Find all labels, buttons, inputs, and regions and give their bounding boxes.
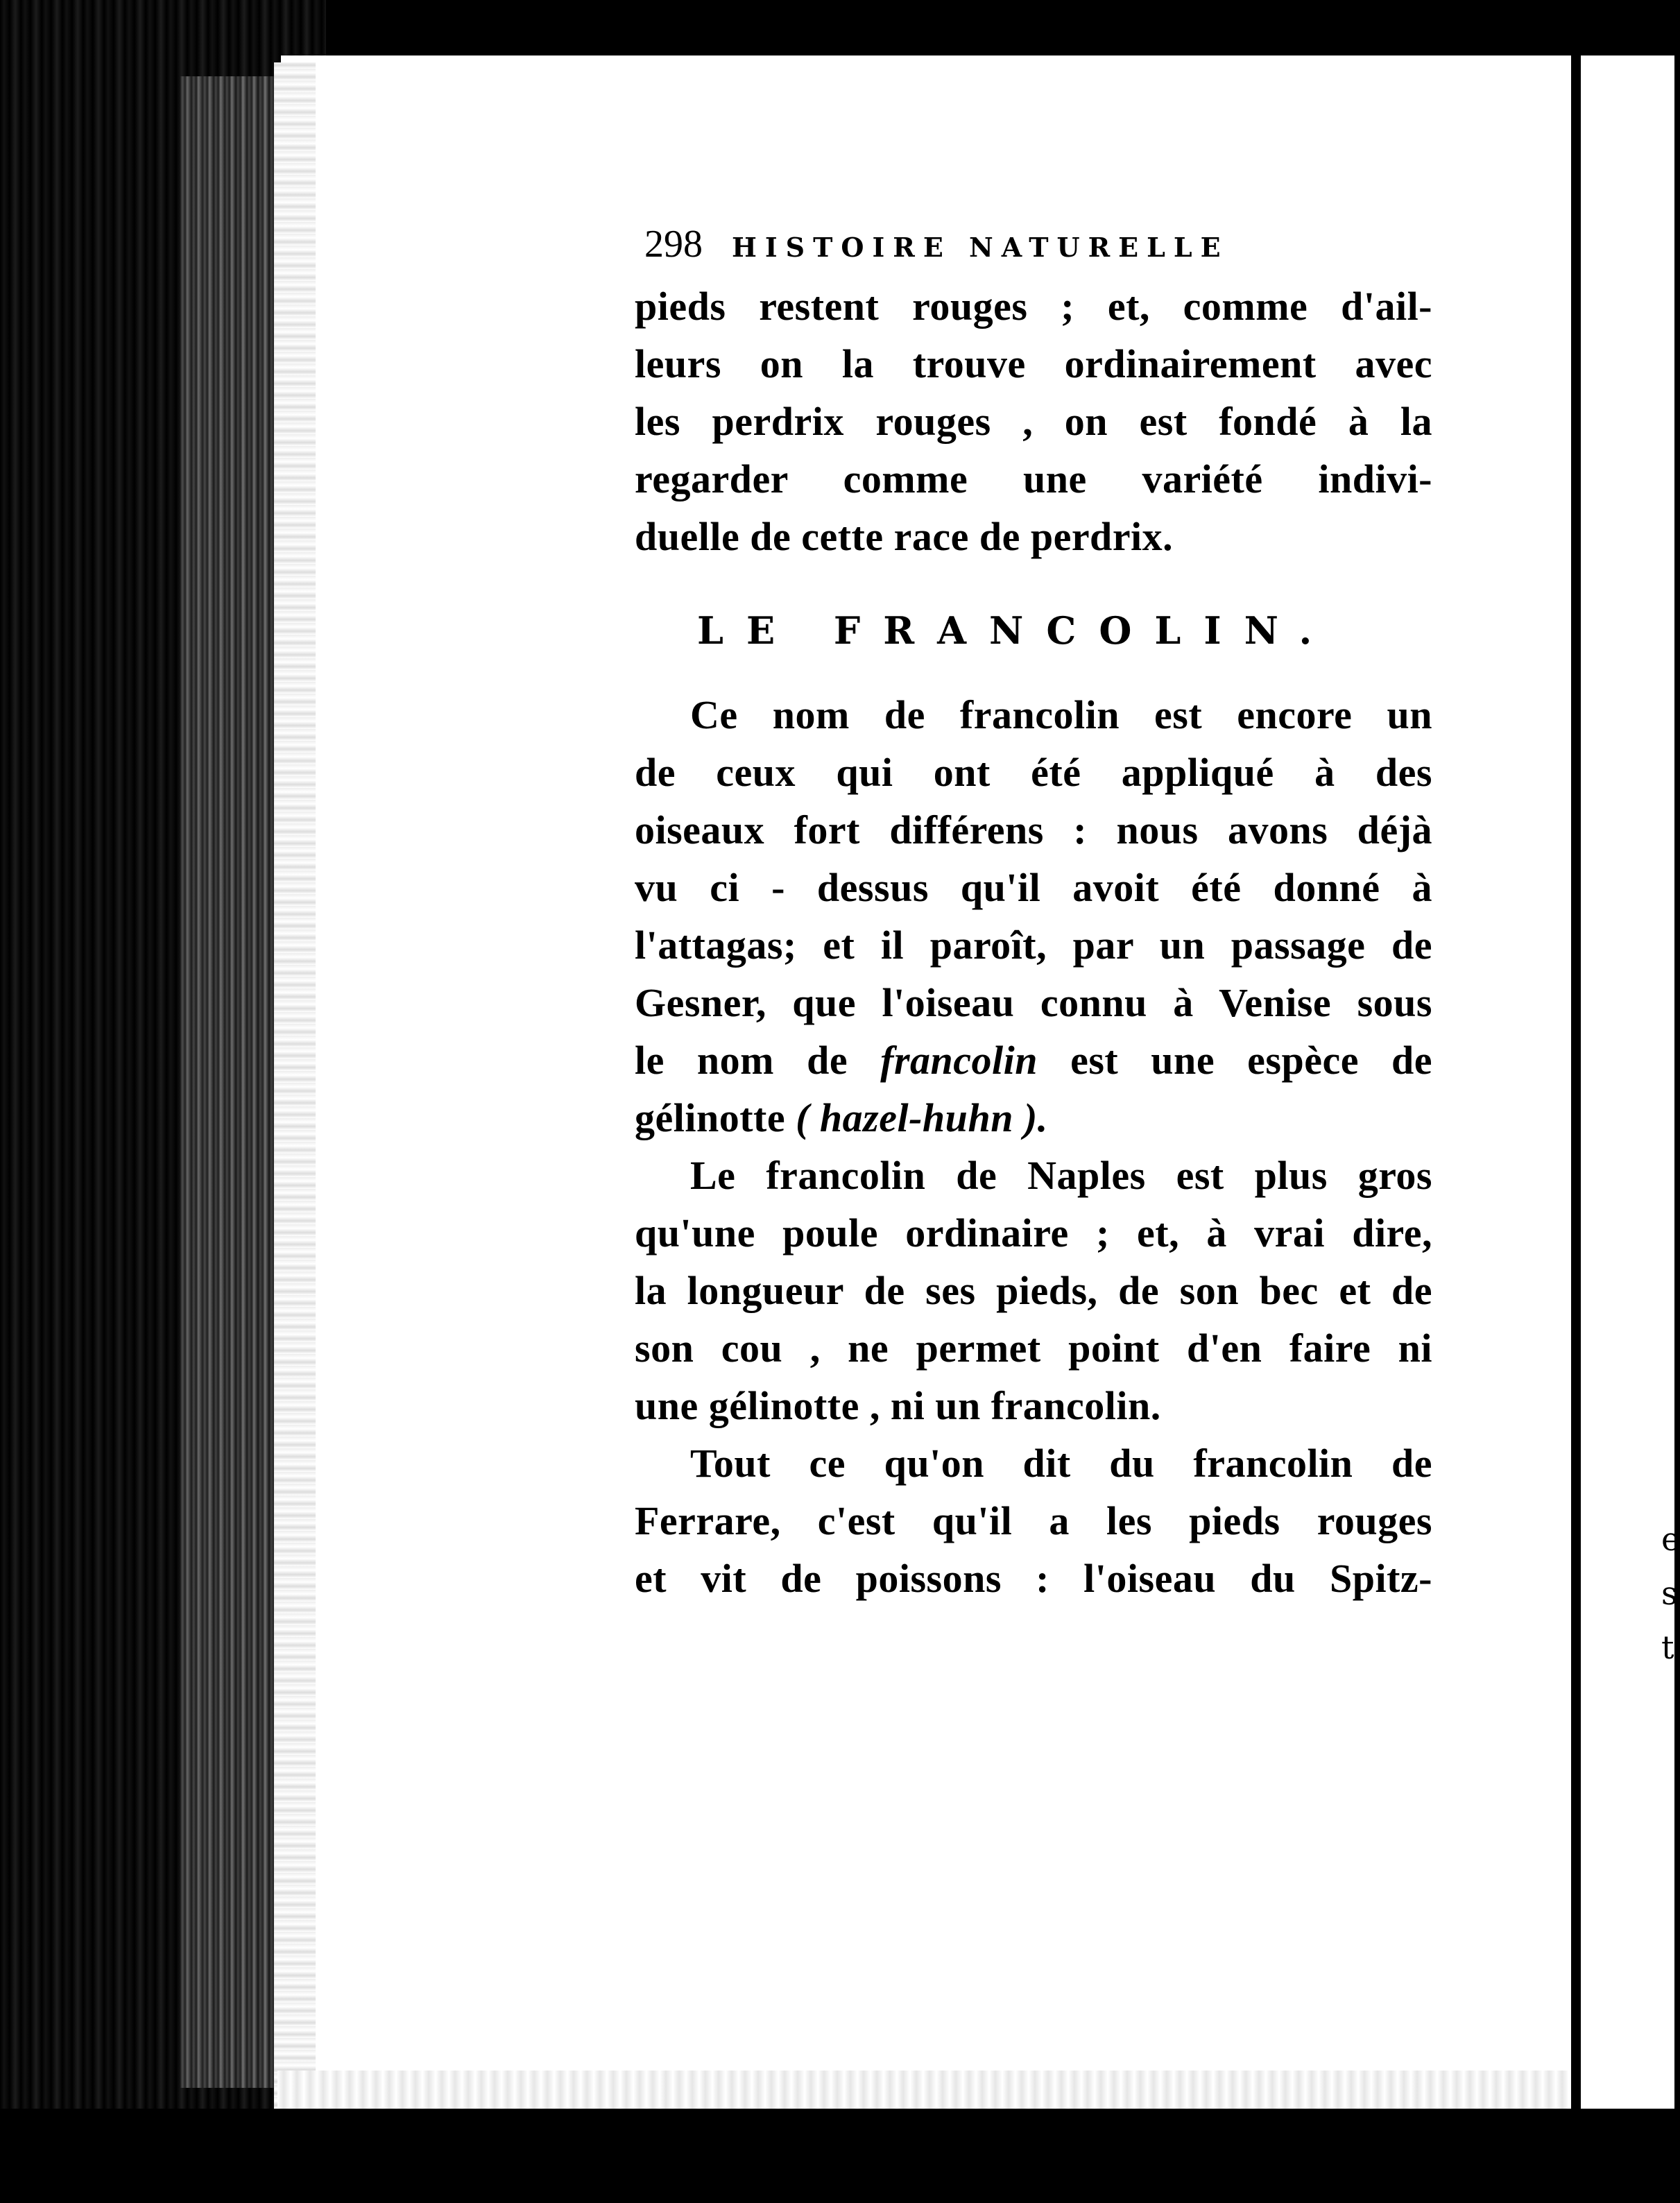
text-line: son cou , ne permet point d'en faire ni: [635, 1326, 1432, 1371]
text-line: une gélinotte , ni un francolin.: [635, 1383, 1161, 1428]
text-line: Gesner, que l'oiseau connu à Venise sous: [635, 980, 1432, 1025]
page-gutter-line: [1571, 55, 1581, 2164]
next-page-strip: [1581, 55, 1674, 2164]
text-line: Ferrare, c'est qu'il a les pieds rouges: [635, 1498, 1432, 1543]
next-page-text-fragment: [1661, 1512, 1680, 1674]
running-head: [635, 222, 1432, 277]
text-line: qu'une poule ordinaire ; et, à vrai dire,: [635, 1210, 1432, 1255]
fragment-letter: e: [1661, 1520, 1680, 1558]
page-number: 298: [644, 223, 703, 266]
page-text: [635, 222, 1432, 1607]
text-line: oiseaux fort différens : nous avons déjà: [635, 807, 1432, 852]
text-line: regarder comme une variété indivi-: [635, 456, 1432, 502]
text-line: leurs on la trouve ordinairement avec: [635, 341, 1432, 386]
page-bottom-edge: [277, 2071, 1568, 2112]
paragraph: [635, 277, 1432, 565]
paragraph: [635, 1434, 1432, 1607]
text-line: de ceux qui ont été appliqué à des: [635, 750, 1432, 795]
text-line: Tout ce qu'on dit du francolin de: [690, 1441, 1432, 1486]
fragment-letter: t: [1661, 1629, 1674, 1666]
text-line: vu ci - dessus qu'il avoit été donné à: [635, 865, 1432, 910]
text-line: la longueur de ses pieds, de son bec et de: [635, 1268, 1432, 1313]
text-line: l'attagas; et il paroît, par un passage de: [635, 923, 1432, 968]
text-line: duelle de cette race de perdrix.: [635, 514, 1174, 559]
text-line: et vit de poissons : l'oiseau du Spitz-: [635, 1556, 1432, 1601]
text-run: gélinotte: [635, 1095, 796, 1140]
fragment-letter: s: [1661, 1575, 1678, 1612]
paragraph: [635, 686, 1432, 1147]
section-heading: LE FRANCOLIN.: [697, 608, 1335, 653]
page-left-edge: [274, 62, 316, 2109]
text-run: est une espèce de: [1038, 1038, 1433, 1083]
text-line: Ce nom de francolin est encore un: [690, 692, 1432, 737]
text-run: le nom de: [635, 1038, 881, 1083]
scan-bottom-border: [0, 2109, 1674, 2203]
text-line: [635, 1089, 1432, 1147]
text-line: les perdrix rouges , on est fondé à la: [635, 399, 1432, 444]
italic-term: ( hazel-huhn ).: [796, 1095, 1048, 1140]
text-line: [635, 1031, 1432, 1089]
running-title: HISTOIRE NATURELLE: [732, 232, 1229, 263]
text-line: pieds restent rouges ; et, comme d'ail-: [635, 284, 1432, 329]
paragraph: [635, 1147, 1432, 1434]
text-line: Le francolin de Naples est plus gros: [690, 1153, 1432, 1198]
italic-term: francolin: [880, 1038, 1038, 1083]
